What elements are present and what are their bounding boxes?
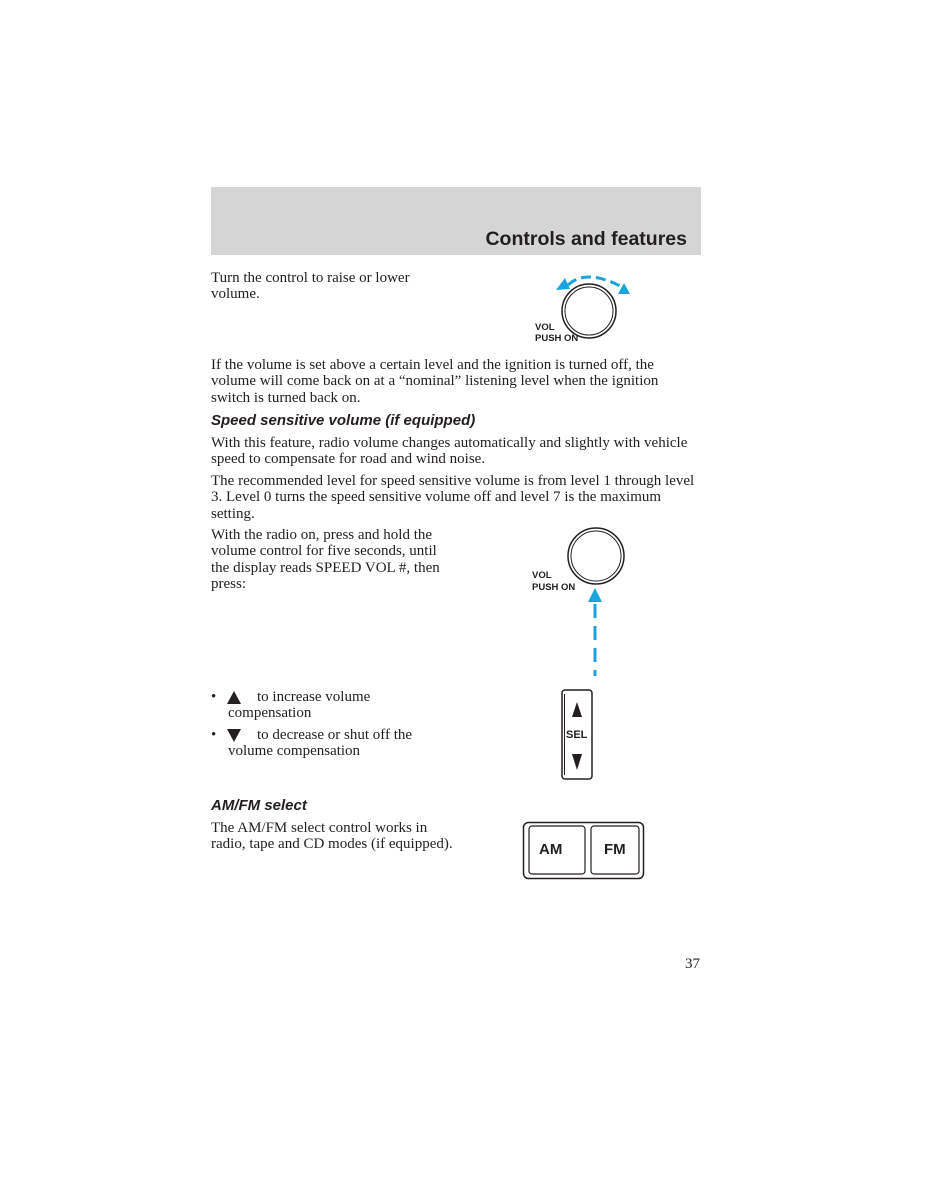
fm-button-label: FM [604, 841, 626, 858]
push-knob-label-push-on: PUSH ON [532, 582, 576, 593]
amfm-heading: AM/FM select [211, 797, 307, 814]
bullet-dot: • [211, 689, 217, 705]
knob-label-push-on: PUSH ON [535, 333, 579, 344]
bullet-decrease-text: to decrease or shut off the volume compensation [228, 727, 413, 760]
speed-sensitive-para2: The recommended level for speed sensitive volume is from level 1 through level 3. Level 0 turns the speed sensitive volume off and level 7 is the maximum setting. [211, 473, 695, 522]
section-title: Controls and features [485, 228, 687, 250]
amfm-buttons-figure [522, 821, 646, 881]
nominal-level-text: If the volume is set above a certain level and the ignition is turned off, the volume will come back on at a “nominal” listening level when the ignition switch is turned back on. [211, 357, 659, 406]
bullet-decrease [211, 727, 451, 760]
page-number: 37 [685, 956, 700, 972]
volume-knob-push-figure [528, 526, 628, 678]
speed-sensitive-para3: With the radio on, press and hold the volume control for five seconds, until the display reads SPEED VOL #, then press: [211, 527, 440, 593]
section-header-band [211, 187, 701, 255]
amfm-text: The AM/FM select control works in radio, tape and CD modes (if equipped). [211, 820, 453, 853]
bullet-dot: • [211, 727, 217, 743]
bullet-increase-text: to increase volume compensation [228, 689, 371, 722]
volume-turn-text: Turn the control to raise or lower volume. [211, 270, 410, 303]
speed-sensitive-para1: With this feature, radio volume changes automatically and slightly with vehicle speed to compensate for road and wind noise. [211, 435, 688, 468]
sel-button-label: SEL [566, 729, 588, 741]
speed-sensitive-heading: Speed sensitive volume (if equipped) [211, 412, 476, 429]
push-arrow-head [588, 588, 602, 602]
down-triangle-icon [227, 729, 241, 742]
bullet-increase [211, 689, 451, 722]
am-button-label: AM [539, 841, 563, 858]
push-knob-outer [568, 528, 624, 584]
knob-label-vol: VOL [535, 322, 555, 333]
volume-knob-rotate-figure [520, 265, 630, 345]
sel-rocker-figure [561, 689, 595, 782]
push-knob-label-vol: VOL [532, 570, 552, 581]
up-triangle-icon [227, 691, 241, 704]
volume-knob-outer [562, 284, 616, 338]
